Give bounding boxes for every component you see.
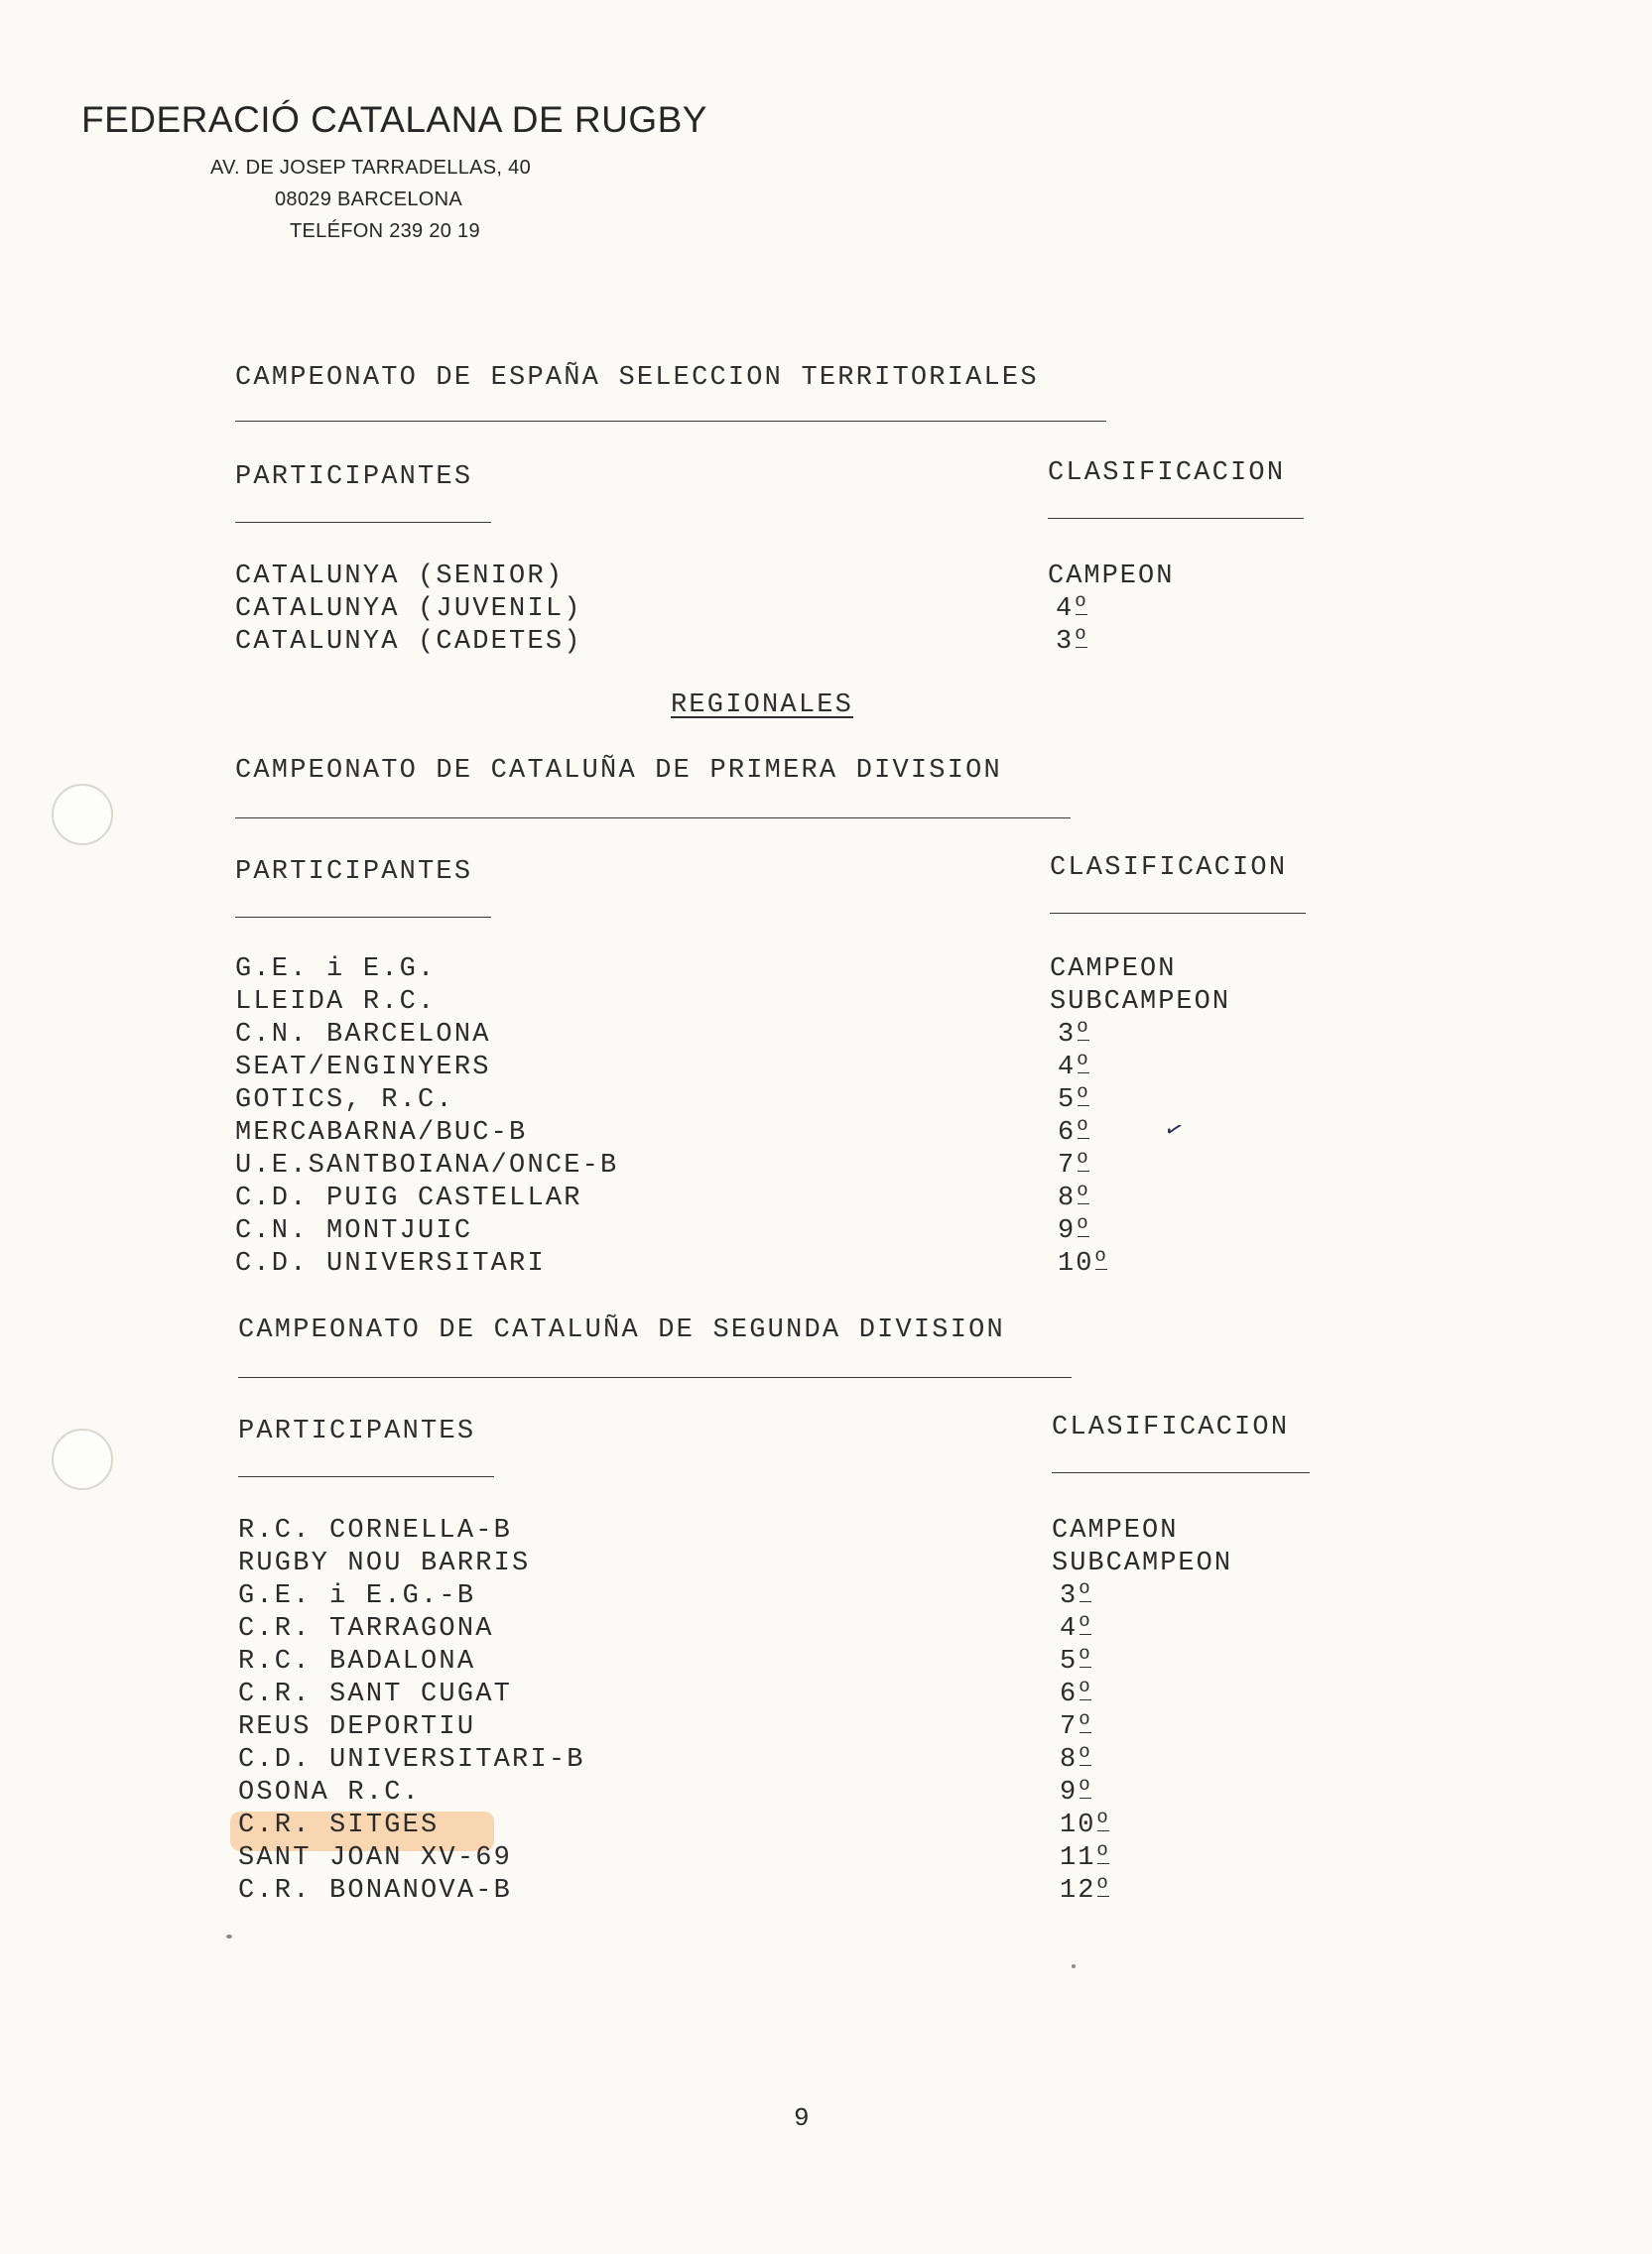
ordinal-indicator: o <box>1077 1212 1090 1234</box>
section2-left-rule <box>235 917 491 918</box>
classification-rank: 7 <box>1060 1712 1079 1742</box>
paper-speck <box>1072 1964 1076 1968</box>
classification-value <box>1060 1741 1092 1775</box>
section2-title: CAMPEONATO DE CATALUÑA DE PRIMERA DIVISION <box>235 756 1002 786</box>
classification-value <box>1060 1708 1092 1742</box>
classification-rank: 8 <box>1058 1184 1077 1213</box>
classification-value <box>1058 1114 1090 1148</box>
classification-rank: CAMPEON <box>1048 562 1175 591</box>
participant-name: R.C. BADALONA <box>238 1647 476 1677</box>
participant-name: U.E.SANTBOIANA/ONCE-B <box>235 1151 619 1181</box>
section3-title-rule <box>238 1377 1072 1378</box>
ordinal-indicator: o <box>1079 1774 1092 1796</box>
letterhead-org: FEDERACIÓ CATALANA DE RUGBY <box>81 99 707 140</box>
classification-value <box>1058 1016 1090 1050</box>
participant-name: MERCABARNA/BUC-B <box>235 1118 528 1148</box>
classification-value <box>1058 1245 1108 1279</box>
classification-rank: 3 <box>1058 1020 1077 1050</box>
classification-value <box>1056 623 1088 657</box>
participant-name: SANT JOAN XV-69 <box>238 1843 513 1873</box>
participant-name: C.N. MONTJUIC <box>235 1216 473 1246</box>
section3-left-rule <box>238 1476 494 1477</box>
participant-name: OSONA R.C. <box>238 1778 422 1808</box>
classification-value <box>1058 1180 1090 1213</box>
ordinal-indicator: o <box>1077 1049 1090 1070</box>
ordinal-indicator: o <box>1079 1610 1092 1632</box>
classification-rank: CAMPEON <box>1050 954 1177 984</box>
classification-rank: 7 <box>1058 1151 1077 1181</box>
classification-value <box>1052 1549 1232 1578</box>
participant-name: G.E. i E.G. <box>235 954 437 984</box>
classification-value <box>1056 590 1088 624</box>
classification-rank: 6 <box>1058 1118 1077 1148</box>
classification-rank: 12 <box>1060 1876 1096 1906</box>
participant-name: LLEIDA R.C. <box>235 987 437 1017</box>
classification-rank: 11 <box>1060 1843 1096 1873</box>
participant-name: C.D. PUIG CASTELLAR <box>235 1184 582 1213</box>
classification-value <box>1060 1872 1110 1906</box>
section2-col-clasificacion: CLASIFICACION <box>1050 853 1288 883</box>
classification-rank: 10 <box>1058 1249 1094 1279</box>
participant-name: CATALUNYA (CADETES) <box>235 627 582 657</box>
classification-value <box>1050 954 1176 984</box>
participant-name: C.R. BONANOVA-B <box>238 1876 513 1906</box>
punch-hole-top <box>52 784 113 845</box>
pen-tick-mark: ✓ <box>1161 1114 1188 1145</box>
classification-value <box>1060 1774 1092 1808</box>
participant-name: CATALUNYA (SENIOR) <box>235 562 565 591</box>
section2-right-rule <box>1050 913 1306 914</box>
ordinal-indicator: o <box>1094 1245 1108 1267</box>
ordinal-indicator: o <box>1096 1839 1110 1861</box>
classification-value <box>1060 1643 1092 1677</box>
classification-rank: 9 <box>1060 1778 1079 1808</box>
section3-col-clasificacion: CLASIFICACION <box>1052 1413 1290 1442</box>
participant-name: C.D. UNIVERSITARI-B <box>238 1745 585 1775</box>
participant-name: GOTICS, R.C. <box>235 1085 454 1115</box>
regionales-heading: REGIONALES <box>671 690 854 720</box>
classification-rank: 5 <box>1060 1647 1079 1677</box>
participant-name: CATALUNYA (JUVENIL) <box>235 594 582 624</box>
classification-value <box>1052 1516 1178 1546</box>
participant-name: RUGBY NOU BARRIS <box>238 1549 531 1578</box>
participant-name: C.R. SANT CUGAT <box>238 1680 513 1709</box>
section3-right-rule <box>1052 1472 1310 1473</box>
classification-value <box>1058 1212 1090 1246</box>
ordinal-indicator: o <box>1077 1147 1090 1169</box>
classification-rank: 4 <box>1056 594 1075 624</box>
letterhead-phone: TELÉFON 239 20 19 <box>290 220 480 242</box>
participant-name: REUS DEPORTIU <box>238 1712 476 1742</box>
section2-title-rule <box>235 817 1071 818</box>
section1-title: CAMPEONATO DE ESPAÑA SELECCION TERRITORIALES <box>235 363 1039 393</box>
section3-title: CAMPEONATO DE CATALUÑA DE SEGUNDA DIVISION <box>238 1315 1005 1345</box>
classification-rank: 5 <box>1058 1085 1077 1115</box>
classification-rank: CAMPEON <box>1052 1516 1179 1546</box>
classification-value <box>1060 1577 1092 1611</box>
participant-name: C.D. UNIVERSITARI <box>235 1249 546 1279</box>
ordinal-indicator: o <box>1079 1676 1092 1697</box>
classification-rank: 9 <box>1058 1216 1077 1246</box>
ordinal-indicator: o <box>1077 1180 1090 1201</box>
classification-rank: 4 <box>1058 1053 1077 1082</box>
participant-name: R.C. CORNELLA-B <box>238 1516 513 1546</box>
classification-value <box>1048 562 1174 591</box>
classification-rank: 3 <box>1056 627 1075 657</box>
section2-col-participantes: PARTICIPANTES <box>235 857 473 887</box>
classification-value <box>1060 1610 1092 1644</box>
participant-name: C.R. SITGES <box>238 1811 440 1840</box>
section1-title-rule <box>235 421 1106 422</box>
classification-value <box>1058 1049 1090 1082</box>
letterhead-address: AV. DE JOSEP TARRADELLAS, 40 <box>210 157 531 179</box>
page-number: 9 <box>794 2103 810 2133</box>
classification-value <box>1060 1676 1092 1709</box>
classification-rank: 8 <box>1060 1745 1079 1775</box>
participant-name: SEAT/ENGINYERS <box>235 1053 491 1082</box>
classification-value <box>1058 1081 1090 1115</box>
classification-rank: 4 <box>1060 1614 1079 1644</box>
ordinal-indicator: o <box>1096 1872 1110 1894</box>
participant-name: C.R. TARRAGONA <box>238 1614 494 1644</box>
section1-col-clasificacion: CLASIFICACION <box>1048 458 1286 488</box>
section1-right-rule <box>1048 518 1304 519</box>
classification-rank: 10 <box>1060 1811 1096 1840</box>
ordinal-indicator: o <box>1079 1741 1092 1763</box>
classification-value <box>1060 1807 1110 1840</box>
ordinal-indicator: o <box>1075 623 1088 645</box>
ordinal-indicator: o <box>1079 1577 1092 1599</box>
ordinal-indicator: o <box>1077 1114 1090 1136</box>
classification-rank: SUBCAMPEON <box>1050 987 1231 1017</box>
participant-name: C.N. BARCELONA <box>235 1020 491 1050</box>
classification-value <box>1058 1147 1090 1181</box>
ordinal-indicator: o <box>1077 1016 1090 1038</box>
section3-col-participantes: PARTICIPANTES <box>238 1417 476 1446</box>
ordinal-indicator: o <box>1079 1643 1092 1665</box>
classification-value <box>1050 987 1230 1017</box>
section1-col-participantes: PARTICIPANTES <box>235 462 473 492</box>
ordinal-indicator: o <box>1079 1708 1092 1730</box>
ordinal-indicator: o <box>1096 1807 1110 1828</box>
paper-speck <box>226 1935 232 1939</box>
ordinal-indicator: o <box>1075 590 1088 612</box>
punch-hole-bottom <box>52 1429 113 1490</box>
classification-rank: 3 <box>1060 1581 1079 1611</box>
section1-left-rule <box>235 522 491 523</box>
classification-value <box>1060 1839 1110 1873</box>
ordinal-indicator: o <box>1077 1081 1090 1103</box>
classification-rank: SUBCAMPEON <box>1052 1549 1233 1578</box>
letterhead-city: 08029 BARCELONA <box>275 188 463 210</box>
participant-name: G.E. i E.G.-B <box>238 1581 476 1611</box>
classification-rank: 6 <box>1060 1680 1079 1709</box>
